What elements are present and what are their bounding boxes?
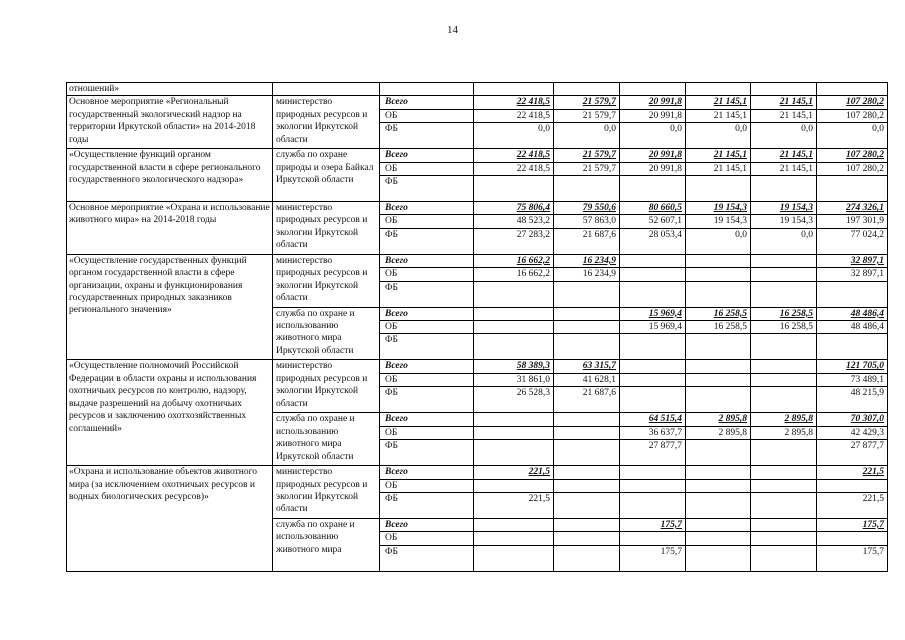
value-cell: 52 607,1 [620,215,686,228]
value-cell: 42 429,3 [817,426,888,439]
value-cell [817,83,888,96]
value-cell [620,83,686,96]
value-cell [686,373,751,386]
value-cell [817,176,888,202]
value-cell: 0,0 [751,123,817,149]
value-cell [751,532,817,545]
value-cell [474,321,554,334]
value-cell [620,387,686,413]
funding-source-cell: ФБ [380,334,474,360]
value-cell: 16 234,9 [554,268,620,281]
value-cell: 0,0 [554,123,620,149]
value-cell [474,83,554,96]
value-cell: 197 301,9 [817,215,888,228]
value-cell: 221,5 [817,492,888,518]
value-cell: 70 307,0 [817,413,888,426]
value-cell: 121 705,0 [817,360,888,373]
value-cell [474,545,554,571]
funding-source-cell [380,83,474,96]
funding-source-cell: ОБ [380,109,474,122]
value-cell: 21 687,6 [554,228,620,254]
executor-cell: министерство природных ресурсов и экологии Иркутской области [273,202,380,255]
value-cell: 16 234,9 [554,254,620,267]
value-cell: 28 053,4 [620,228,686,254]
value-cell [751,373,817,386]
value-cell [554,518,620,531]
value-cell: 22 418,5 [474,109,554,122]
value-cell: 21 579,7 [554,109,620,122]
executor-cell: министерство природных ресурсов и экологии Иркутской области [273,254,380,307]
value-cell: 0,0 [474,123,554,149]
value-cell: 21 579,7 [554,149,620,162]
value-cell: 107 280,2 [817,109,888,122]
value-cell [474,281,554,307]
measure-name-cell: отношений» [67,83,273,96]
value-cell: 21 145,1 [751,96,817,109]
table-row [67,466,888,479]
value-cell: 15 969,4 [620,307,686,320]
value-cell: 0,0 [686,228,751,254]
value-cell: 32 897,1 [817,268,888,281]
value-cell: 16 662,2 [474,268,554,281]
value-cell: 22 418,5 [474,149,554,162]
value-cell [751,545,817,571]
value-cell [817,281,888,307]
value-cell: 27 877,7 [620,440,686,466]
value-cell: 77 024,2 [817,228,888,254]
value-cell [751,492,817,518]
value-cell [751,281,817,307]
executor-cell: служба по охране и использованию животного мира Иркутской области [273,307,380,360]
value-cell: 274 326,1 [817,202,888,215]
funding-source-cell: ОБ [380,215,474,228]
value-cell: 79 550,6 [554,202,620,215]
value-cell [620,268,686,281]
value-cell: 36 637,7 [620,426,686,439]
value-cell [751,334,817,360]
measure-name-cell: Основное мероприятие «Региональный государственный экологический надзор на территории Иркутской области» на 2014-2018 годы [67,96,273,149]
funding-source-cell: Всего [380,360,474,373]
executor-cell: министерство природных ресурсов и экологии Иркутской области [273,360,380,413]
value-cell [474,426,554,439]
value-cell: 19 154,3 [751,202,817,215]
funding-source-cell: Всего [380,307,474,320]
measure-name-cell: Основное мероприятие «Охрана и использование животного мира» на 2014-2018 годы [67,202,273,255]
funding-source-cell: ФБ [380,387,474,413]
value-cell [554,83,620,96]
value-cell: 107 280,2 [817,149,888,162]
funding-source-cell: ФБ [380,176,474,202]
value-cell [554,321,620,334]
value-cell [554,492,620,518]
value-cell [474,479,554,492]
value-cell: 26 528,3 [474,387,554,413]
table-row [67,254,888,267]
value-cell: 57 863,0 [554,215,620,228]
value-cell [686,176,751,202]
funding-source-cell: ОБ [380,162,474,175]
value-cell: 27 877,7 [817,440,888,466]
funding-source-cell: Всего [380,149,474,162]
page-number: 14 [447,24,458,36]
value-cell: 19 154,3 [751,215,817,228]
value-cell: 2 895,8 [751,426,817,439]
value-cell: 19 154,3 [686,215,751,228]
funding-source-cell: ФБ [380,281,474,307]
funding-source-cell: Всего [380,466,474,479]
funding-source-cell: ОБ [380,532,474,545]
executor-cell: служба по охране природы и озера Байкал Иркутской области [273,149,380,202]
value-cell [751,440,817,466]
value-cell: 31 861,0 [474,373,554,386]
funding-source-cell: Всего [380,518,474,531]
value-cell: 16 258,5 [751,307,817,320]
value-cell: 20 991,8 [620,149,686,162]
value-cell [751,254,817,267]
value-cell [620,334,686,360]
value-cell: 75 806,4 [474,202,554,215]
value-cell: 175,7 [620,545,686,571]
value-cell [620,373,686,386]
funding-source-cell: ФБ [380,545,474,571]
value-cell: 221,5 [474,492,554,518]
value-cell [686,466,751,479]
value-cell [620,479,686,492]
value-cell [686,387,751,413]
value-cell: 21 687,6 [554,387,620,413]
value-cell [554,176,620,202]
value-cell: 15 969,4 [620,321,686,334]
value-cell [751,268,817,281]
funding-source-cell: Всего [380,254,474,267]
value-cell [686,532,751,545]
funding-source-cell: Всего [380,413,474,426]
value-cell [620,176,686,202]
value-cell [474,307,554,320]
value-cell [751,479,817,492]
value-cell: 16 258,5 [686,321,751,334]
funding-source-cell: Всего [380,96,474,109]
funding-source-cell: ФБ [380,492,474,518]
value-cell: 21 145,1 [751,109,817,122]
funding-source-cell: ФБ [380,228,474,254]
value-cell: 0,0 [817,123,888,149]
value-cell [474,518,554,531]
value-cell: 21 145,1 [751,149,817,162]
value-cell [554,545,620,571]
value-cell: 16 258,5 [751,321,817,334]
measure-name-cell: «Осуществление государственных функций органом государственной власти в сфере организации, охраны и функционирования государственных природных заказников регионального значения» [67,254,273,360]
value-cell: 41 628,1 [554,373,620,386]
value-cell: 63 315,7 [554,360,620,373]
value-cell: 48 486,4 [817,307,888,320]
value-cell: 58 389,3 [474,360,554,373]
executor-cell: министерство природных ресурсов и экологии Иркутской области [273,96,380,149]
value-cell [686,545,751,571]
value-cell: 21 145,1 [686,109,751,122]
value-cell: 22 418,5 [474,162,554,175]
value-cell [554,479,620,492]
value-cell [751,466,817,479]
executor-cell: министерство природных ресурсов и экологии Иркутской области [273,466,380,519]
value-cell: 32 897,1 [817,254,888,267]
value-cell: 21 145,1 [751,162,817,175]
value-cell [554,426,620,439]
value-cell [554,307,620,320]
value-cell: 2 895,8 [686,413,751,426]
value-cell: 21 145,1 [686,96,751,109]
value-cell [686,518,751,531]
value-cell [474,334,554,360]
value-cell [474,532,554,545]
value-cell: 175,7 [817,545,888,571]
value-cell: 16 258,5 [686,307,751,320]
value-cell [686,360,751,373]
value-cell [554,466,620,479]
value-cell: 2 895,8 [751,413,817,426]
value-cell [620,532,686,545]
value-cell: 21 579,7 [554,96,620,109]
value-cell [554,413,620,426]
value-cell: 80 660,5 [620,202,686,215]
value-cell: 20 991,8 [620,109,686,122]
value-cell: 175,7 [620,518,686,531]
value-cell [554,281,620,307]
value-cell [686,254,751,267]
value-cell: 21 145,1 [686,149,751,162]
value-cell [686,281,751,307]
value-cell [554,440,620,466]
value-cell [686,268,751,281]
executor-cell: служба по охране и использованию животного мира [273,518,380,571]
budget-table [66,82,888,572]
funding-source-cell: ОБ [380,321,474,334]
value-cell: 2 895,8 [686,426,751,439]
value-cell [817,479,888,492]
table-row [67,202,888,215]
value-cell [751,518,817,531]
value-cell: 19 154,3 [686,202,751,215]
value-cell [620,466,686,479]
value-cell [817,532,888,545]
executor-cell: служба по охране и использованию животного мира Иркутской области [273,413,380,466]
table-row [67,149,888,162]
value-cell: 48 486,4 [817,321,888,334]
funding-source-cell: Всего [380,202,474,215]
value-cell: 64 515,4 [620,413,686,426]
measure-name-cell: «Осуществление функций органом государственной власти в сфере регионального государственного экологического надзора» [67,149,273,202]
value-cell: 175,7 [817,518,888,531]
funding-source-cell: ФБ [380,123,474,149]
funding-source-cell: ОБ [380,479,474,492]
value-cell [751,176,817,202]
value-cell [686,492,751,518]
value-cell [751,387,817,413]
funding-source-cell: ОБ [380,268,474,281]
table-row [67,96,888,109]
funding-source-cell: ФБ [380,440,474,466]
value-cell: 27 283,2 [474,228,554,254]
value-cell: 20 991,8 [620,96,686,109]
value-cell [620,360,686,373]
table-body [67,83,888,572]
value-cell: 0,0 [620,123,686,149]
value-cell: 107 280,2 [817,96,888,109]
value-cell [686,334,751,360]
table-row [67,360,888,373]
funding-source-cell: ОБ [380,426,474,439]
value-cell: 0,0 [751,228,817,254]
value-cell [817,334,888,360]
measure-name-cell: «Осуществление полномочий Российской Федерации в области охраны и использования охотничьих ресурсов по контролю, надзору, выдаче разрешений на добычу охотничьих ресурсов и заключению охотхозяйственных соглашений» [67,360,273,466]
funding-source-cell: ОБ [380,373,474,386]
value-cell: 21 145,1 [686,162,751,175]
value-cell: 107 280,2 [817,162,888,175]
value-cell: 221,5 [817,466,888,479]
value-cell [686,440,751,466]
value-cell [620,254,686,267]
value-cell [751,83,817,96]
value-cell: 0,0 [686,123,751,149]
value-cell [474,440,554,466]
value-cell [554,334,620,360]
value-cell [474,176,554,202]
value-cell [751,360,817,373]
value-cell [620,281,686,307]
table-row [67,83,888,96]
value-cell: 48 523,2 [474,215,554,228]
value-cell [474,413,554,426]
value-cell: 22 418,5 [474,96,554,109]
value-cell: 20 991,8 [620,162,686,175]
value-cell [686,83,751,96]
value-cell: 73 489,1 [817,373,888,386]
value-cell [686,479,751,492]
value-cell: 221,5 [474,466,554,479]
value-cell [620,492,686,518]
value-cell [554,532,620,545]
value-cell: 21 579,7 [554,162,620,175]
measure-name-cell: «Охрана и использование объектов животного мира (за исключением охотничьих ресурсов и водных биологических ресурсов)» [67,466,273,572]
value-cell: 48 215,9 [817,387,888,413]
value-cell: 16 662,2 [474,254,554,267]
executor-cell [273,83,380,96]
